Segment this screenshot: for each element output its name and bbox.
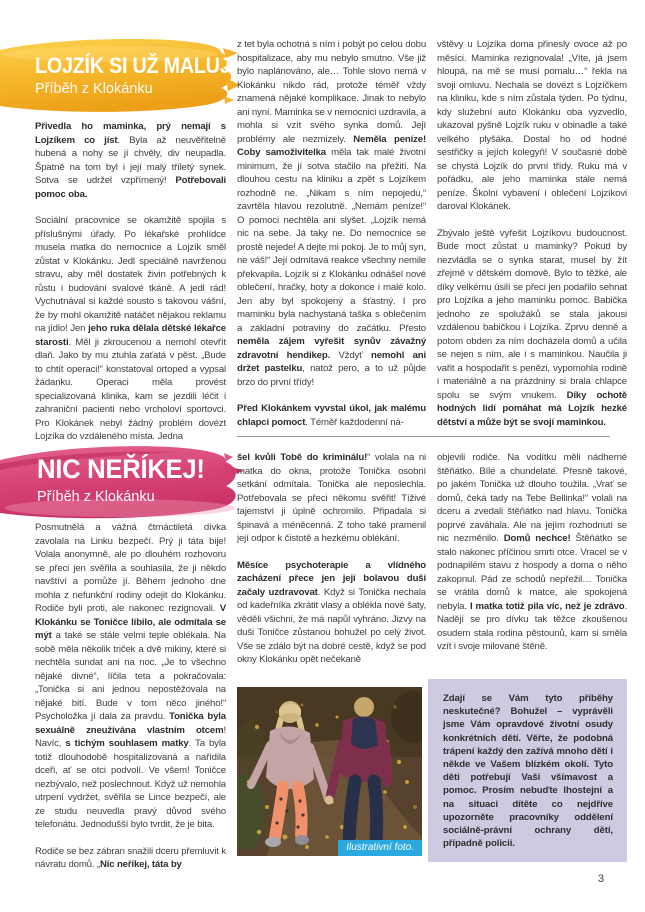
article2-column3-text xyxy=(437,451,627,654)
article2-column1-text xyxy=(35,521,226,872)
paragraph xyxy=(35,845,226,872)
bold-text-run: Díky ochotě hodných lidí pomáhat má Lojzík hezké dětství a může být se svojí maminkou. xyxy=(437,389,627,428)
article1-column1-text xyxy=(35,120,226,444)
text-run: ! Navíc, xyxy=(35,724,226,749)
children-walking-illustration xyxy=(237,687,422,856)
text-run: . Když si Tonička nechala od kadeřníka zkrátit vlasy a oblékla nové šaty, věděli všichni, že má napůl vyhráno. Jizvy na duši Toničce zůstanou bohužel po celý život. Vše se zdálo být na dobré cestě, když se pod okny Klokánku opět nečekaně xyxy=(237,586,426,665)
bold-text-run: Přivedla ho maminka, prý nemají s Lojzíkem co jíst xyxy=(35,121,226,146)
article-title-lojzik: LOJZÍK SI UŽ MALUJE xyxy=(35,53,244,78)
paragraph xyxy=(237,559,426,667)
paragraph xyxy=(237,402,426,429)
bold-text-run: s tichým souhlasem matky xyxy=(65,738,189,749)
article-subtitle-nic-nerikej: Příběh z Klokánku xyxy=(37,489,155,505)
bold-text-run: neměla zájem vyřešit synův závažný zdravotní hendikep. xyxy=(237,336,426,361)
text-run: Sociální pracovnice se okamžitě spojila s příslušnými úřady. Po lékařské prohlídce musela matka do nemocnice a Lojzík směl zůstat v Klokánku. Jedl speciálně navrženou stravu, aby měl dostatek živin potřebných k růstu i budování svalové tkáně. A jedl rád! Vychutnával si každé sousto s takovou vášní, že by mohl okamžitě natáčet nějakou reklamu na jídlo! Jen xyxy=(35,215,226,334)
bold-text-run: Nic neříkej, táta by xyxy=(99,859,182,870)
text-run: Štěňátko se stalo nakonec příčinou smrti otce. Vracel se v podnapilém stavu z hospody a doma o něho zakopnul. Pád ze schodů nepřežil… Tonička se vrátila domů k matce, ale spokojená nebyla. xyxy=(437,533,627,612)
text-run: měla tak malé životní minimum, že jí sotva stačilo na přežití. Na dlouhou cestu na kliniku a zpět s Lojzíkem rozhodně ne. „Nikam s ním nepojedu,“ zavrtěla hlavou rezolutně. „Nemám peníze!“ O pomoci nechtěla ani slyšet. „Lojzík nemá nic na sebe. Já taky ne. Do nemocnice se prostě nejede! A dejte mi pokoj. Je to můj syn, ne váš!“ Její odmítavá reakce všechny nemile překvapila. Lojzík si z Klokánku odnášel nové oblečení, hračky, boty a dokonce i malé kolo. Jen aby byl spokojený a šťastný. I pro maminku byla nachystaná taška s oblečením a základní potraviny do začátku. Přesto xyxy=(237,147,426,334)
bold-text-run: šel kvůli Tobě do kriminálu! xyxy=(237,452,368,463)
article-header-lojzik xyxy=(0,36,244,118)
paragraph xyxy=(237,38,426,389)
bold-text-run: jeho ruka dělala dětské lékařce starosti xyxy=(35,323,226,348)
text-run: . Téměř každodenní ná- xyxy=(305,416,404,428)
text-run: , natož pero, a to už půjde brzo do první třídy! xyxy=(237,363,426,388)
photo-caption: Ilustrativní foto. xyxy=(338,840,422,856)
text-run: Posmutnělá a vážná čtrnáctiletá dívka zavolala na Linku bezpečí. Prý ji táta bije! Volala anonymně, ale po dlouhém rozhovoru se přeci jen svěřila a souhlasila, že ji někdo navštíví a pomůže jí. Během jednoho dne mohla z nefunkční rodiny odejit do Klokánku. Rodiče byli proti, ale nakonec rezignovali. xyxy=(35,522,226,614)
bold-text-run: nemohl ani držet pastelku xyxy=(237,349,426,374)
text-run: . Ta byla totiž dlouhodobě hospitalizovaná a nařídila dceři, ať se otci podvolí. Ve všem! Toničce nezbývalo, než poslechnout. Když už nemohla utrpení vydržet, svěřila se Lince bezpečí, ale ze studu neuvedla pravý důvod svého telefonátu. Jednodušší bylo tvrdit, že je bita. xyxy=(35,738,226,830)
bold-text-run: I matka totiž pila víc, než je zdrávo xyxy=(469,600,625,612)
bold-text-run: Měsíce psychoterapie a vlídného zacházení přece jen její bolavou duši začaly uzdravovat xyxy=(237,559,426,598)
text-run: vštěvy u Lojzíka doma přinesly ovoce až po měsíci. Maminka rezignovala! „Víte, já jsem hloupá, na mě se musí pomalu…“ řekla na svoji omluvu. Nechala se dovézt s Lojzíčkem na kliniku, kde s ním zůstala týden. Po týdnu, kdy služební auto Klokánku oba vyzvedlo, ukazoval pyšně Lojzík ruku v obinadle a také velkého plyšáka. Dostal ho od hodné sestřičky a jejích kolegyň! V současné době se chystá Lojzík do první třídy. Ruku má v pořádku, ale jeho maminka stále nemá peníze. Školní vybavení i oblečení Lojzíkovi daroval Klokánek. xyxy=(437,39,627,212)
text-run: Rodiče se bez zábran snažili dceru přemluvit k návratu domů. „ xyxy=(35,845,226,870)
paragraph xyxy=(437,227,627,430)
bold-text-run: Neměla peníze! Coby samoživitelka xyxy=(237,133,426,158)
article-subtitle-lojzik: Příběh z Klokánku xyxy=(35,81,153,97)
paragraph xyxy=(35,214,226,444)
paragraph xyxy=(35,120,226,201)
bold-text-run: Tonička byla sexuálně zneužívána vlastním otcem xyxy=(35,711,226,736)
text-run: Zbývalo ještě vyřešit Lojzíkovu budoucnost. Bude moct zůstat u maminky? Pokud by nezvládla se o synka starat, musel by žít zřejmě v dětském domově. Bylo to těžké, ale díky velkému úsilí se přeci jen podařilo sehnat pro Lojzíka a jeho maminku pomoc. Babička jednoho ze spolužáků se stala jakousi vzdálenou babičkou i Lojzíka. Zprvu denně a potom obden za ním docházela domů a učila se nejen s ním, ale i s maminkou. Naučila ji vařit a hospodařit s penězi, vypomohla rodině i materiálně a na prázdniny si brala chlapce spolu se svým vnukem. xyxy=(437,227,627,401)
text-run: Vždyť xyxy=(330,349,371,361)
text-run: objevili rodiče. Na vodítku měli nádherné štěňátko. Bílé a chundelaté. Přesně takové, po jakém Tonička už dlouho toužila. „Vrať se domů, čeká tady na Tebe Bellinka!“ volali na dceru a zvedali štěňátko nad hlavu. Tonička poprvé zaváhala. Ale na jejím rozhodnutí se nic nezměnilo. xyxy=(437,452,627,544)
text-run: . Byla až neuvěřitelně hubená a nohy se jí chvěly, div neupadla. Špatně na tom byl i její malý tříletý synek. Sotva se udržel vzpřímený! xyxy=(35,134,226,186)
article1-column2-text xyxy=(237,38,426,429)
text-run: “ volala na ni matka do okna, protože Tonička osobní setkání odmítala. Tonička ale neposlechla. Potřebovala se přeci někomu svěřit! Tíživé tajemství ji úplně ochromilo. Připadala si špinavá a méněcenná. Z toho také pramenil její odpor k čistotě a hezkému oblékání. xyxy=(237,452,426,544)
paragraph xyxy=(35,521,226,832)
text-run: z tet byla ochotná s ním i pobýt po celou dobu hospitalizace, aby mu nebylo smutno. Vše již bylo naplánováno, ale… Tohle slovo nemá v Klokánku nikdo rád, protože téměř vždy znamená nějaké komplikace. Jinak to nebylo ani nyní. Maminka se v nemocnici uzdravila, a mohla si vzít svého synka domů. Její problémy ale nezmizely. xyxy=(237,39,426,145)
text-run: . Měl ji zkroucenou a nemohl otevřít dlaň. Jako by mu ztuhla zaťatá v pěst. „Bude to chtít operaci!“ konstatoval ortoped a vypsal žádanku. Operaci měla provést specializovaná klinika, kam se jezdili léčit i zahraniční pacienti nebo vrcholoví sportovci. Pro Klokánek nebyl žádný problém dovézt Lojzíka do vzdáleného místa. Jedna xyxy=(35,336,226,442)
article2-column2-text xyxy=(237,451,426,667)
bold-text-run: Domů nechce! xyxy=(503,533,571,544)
paragraph xyxy=(437,38,627,214)
text-run: . Nadějí se pro dívku tak těžce zkoušenou osudem stala rodina pěstounů, kam si směla vzít i svoje milované štěně. xyxy=(437,600,627,652)
appeal-infobox xyxy=(428,679,627,862)
paragraph xyxy=(237,451,426,546)
article-header-nic-nerikej xyxy=(0,442,245,526)
bold-text-run: Zdají se Vám tyto příběhy neskutečné? Bohužel – vyprávěli jsme Vám opravdové životní osudy konkrétních dětí. Věřte, že podobná trápení každý den zažívá mnoho dětí i někde ve Vašem blízkém okolí. Tyto děti potřebují Vaši všímavost a pomoc. Prosím nebuďte lhostejní a na situaci dítěte co nejdříve upozorněte pracovníky oddělení sociálně-právní ochrany dětí, případně policii. xyxy=(443,693,613,850)
bold-text-run: V Klokánku se Toničce líbilo, ale odmítala se mýt xyxy=(35,603,226,641)
text-run: a také se stále velmi teple oblékala. Na sobě měla několik triček a dvě mikiny, které si nechtěla sundat ani na noc. „Je to všechno nějaké divné“, líčila teta a pokračovala: „Tonička si ani jednou nepostěžovala na nějaké bití. Bude v tom něco jiného!“ Psycholožka jí dala za pravdu. xyxy=(35,630,226,722)
paragraph xyxy=(443,692,613,850)
bold-text-run: Potřebovali pomoc oba. xyxy=(35,175,226,200)
paragraph xyxy=(437,451,627,654)
article1-column3-text xyxy=(437,38,627,429)
bold-text-run: Před Klokánkem vyvstal úkol, jak malému chlapci pomoct xyxy=(237,403,426,428)
illustrative-photo xyxy=(237,687,422,856)
page-number: 3 xyxy=(598,873,605,885)
article-title-nic-nerikej: NIC NEŘÍKEJ! xyxy=(37,454,205,484)
section-divider-line xyxy=(237,436,610,437)
